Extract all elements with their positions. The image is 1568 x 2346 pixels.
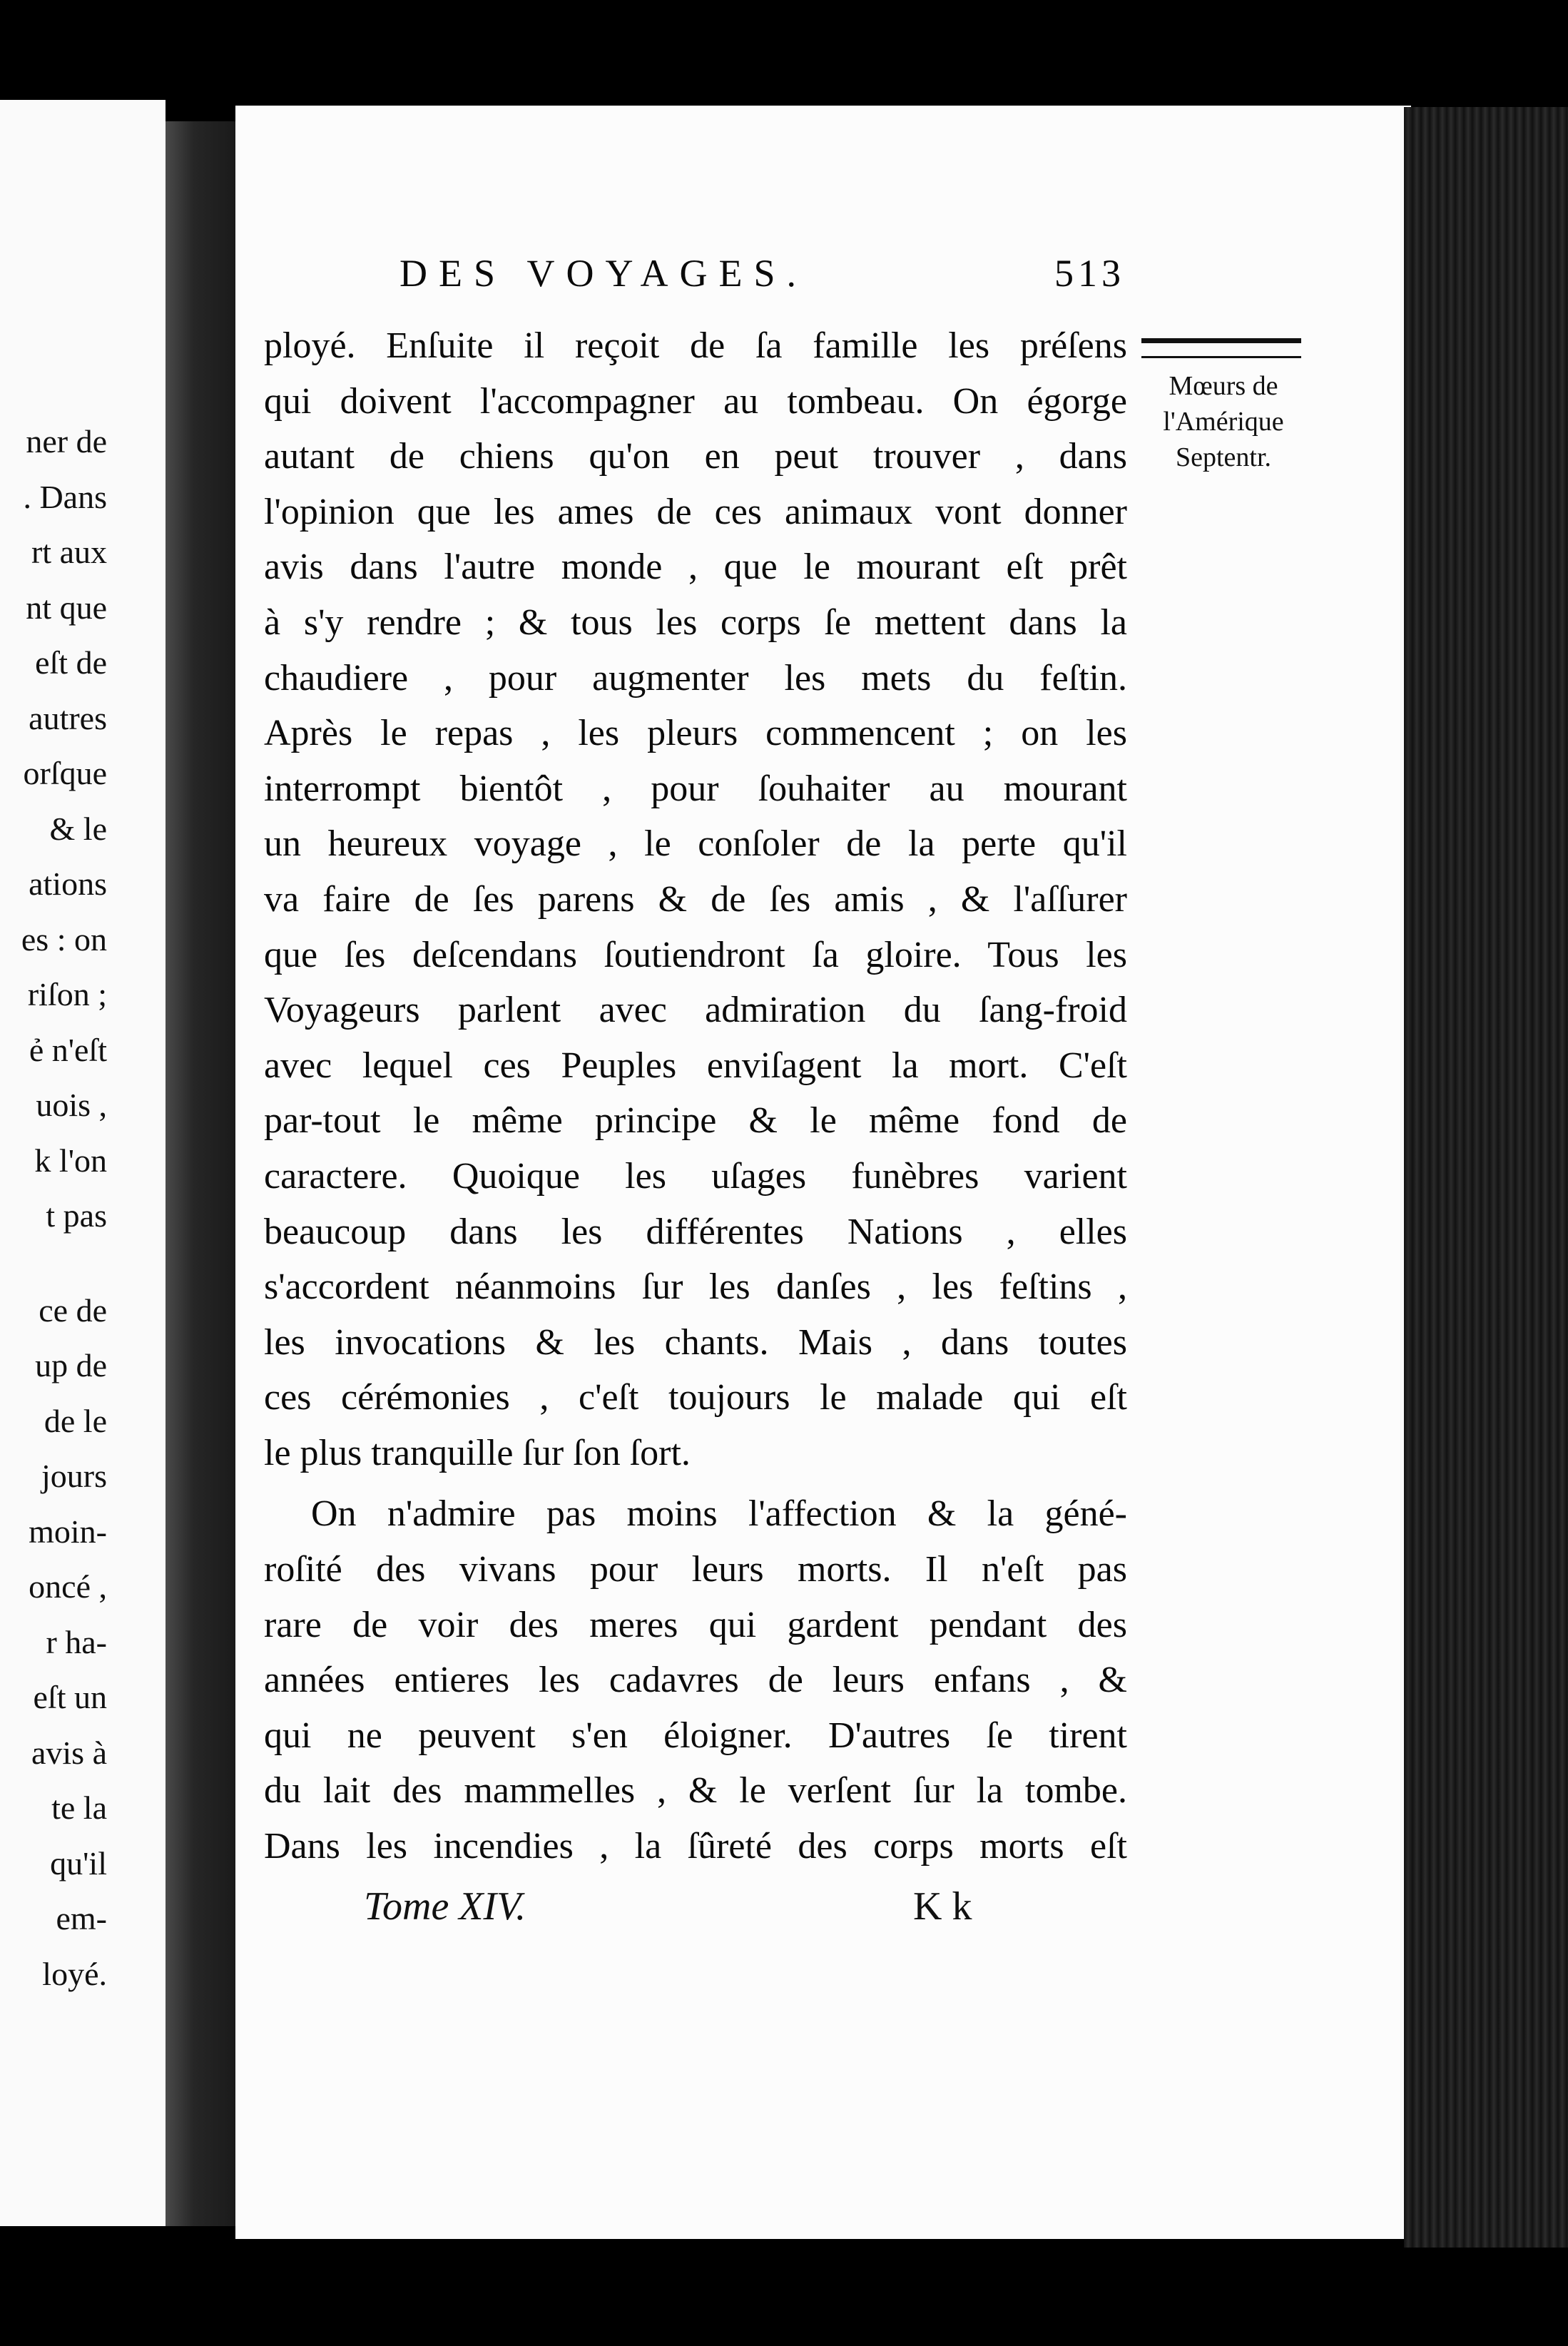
text-line: chaudiere , pour augmenter les mets du feſtin. (264, 657, 1127, 699)
page-edges (1404, 107, 1568, 2248)
text-line: rare de voir des meres qui gardent pendant des (264, 1604, 1127, 1645)
text-line: ces cérémonies , c'eſt toujours le malade qui eſt (264, 1377, 1127, 1418)
text-line: caractere. Quoique les uſages funèbres varient (264, 1155, 1127, 1197)
left-page-line: & le (49, 810, 107, 847)
left-page-line: rt aux (31, 534, 107, 570)
left-page (0, 100, 166, 2226)
left-page-line: loyé. (42, 1955, 107, 1992)
text-line: qui doivent l'accompagner au tombeau. On égorge (264, 380, 1127, 422)
left-page-line: te la (51, 1789, 107, 1826)
text-line: les invocations & les chants. Mais , dans toutes (264, 1321, 1127, 1363)
text-line: avis dans l'autre monde , que le mourant eſt prêt (264, 547, 1127, 588)
paragraph-2 (264, 1486, 1127, 1874)
text-line: qui ne peuvent s'en éloigner. D'autres ſe tirent (264, 1715, 1127, 1756)
running-head: DES VOYAGES. (399, 252, 808, 295)
left-page-line: eſt un (33, 1679, 107, 1715)
text-line: s'accordent néanmoins ſur les danſes , les feſtins , (264, 1266, 1127, 1308)
text-line: va faire de ſes parens & de ſes amis , & l'aſſurer (264, 878, 1127, 920)
book-gutter (166, 121, 237, 2226)
text-line: l'opinion que les ames de ces animaux vont donner (264, 491, 1127, 532)
left-page-line: es : on (21, 920, 107, 958)
left-page-line: de le (44, 1402, 107, 1439)
footer (364, 1884, 972, 1929)
left-page-line: jours (41, 1458, 107, 1494)
left-page-line: qu'il (50, 1844, 107, 1882)
text-line: avec lequel ces Peuples enviſagent la mort. C'eſt (264, 1045, 1127, 1086)
left-page-line: ner de (26, 423, 107, 459)
margin-rule (1141, 338, 1301, 358)
text-line: On n'admire pas moins l'affection & la géné- (311, 1493, 1127, 1535)
text-line: à s'y rendre ; & tous les corps ſe mettent dans la (264, 601, 1127, 643)
left-page-line: em- (56, 1900, 107, 1936)
left-page-line: up de (35, 1347, 107, 1383)
margin-note-line: Septentr. (1175, 442, 1272, 472)
gathering-signature: K k (913, 1884, 972, 1929)
left-page-line: r ha- (46, 1623, 107, 1660)
left-page-line: riſon ; (27, 976, 107, 1012)
margin-note (1134, 368, 1313, 475)
paragraph-1 (264, 318, 1127, 1481)
margin-note-line: Mœurs de (1169, 371, 1278, 401)
left-page-text-fragment (0, 414, 107, 2001)
tome-label: Tome XIV. (364, 1884, 526, 1929)
left-page-line: ẻ n'eſt (29, 1031, 107, 1068)
left-page-line: autres (29, 699, 107, 736)
text-line: autant de chiens qu'on en peut trouver , dans (264, 436, 1127, 477)
left-page-line: ations (29, 865, 107, 902)
body-text (264, 318, 1127, 1874)
left-page-line: oncé , (29, 1568, 107, 1605)
page-number: 513 (1054, 252, 1125, 295)
text-line: Dans les incendies , la ſûreté des corps morts eſt (264, 1826, 1127, 1867)
text-line: que ſes deſcendans ſoutiendront ſa gloire. Tous les (264, 934, 1127, 975)
text-line: années entieres les cadavres de leurs enfans , & (264, 1660, 1127, 1701)
text-line: par-tout le même principe & le même fond de (264, 1100, 1127, 1142)
left-page-line: eſt de (35, 644, 107, 681)
text-line: Voyageurs parlent avec admiration du ſang-froid (264, 990, 1127, 1031)
text-line: roſité des vivans pour leurs morts. Il n'eſt pas (264, 1549, 1127, 1590)
text-line: le plus tranquille ſur ſon ſort. (264, 1432, 691, 1473)
left-page-line: . Dans (23, 478, 107, 515)
left-page-line: orſque (23, 755, 107, 791)
left-page-line: k l'on (34, 1142, 107, 1179)
left-page-line (0, 1244, 107, 1283)
left-page-line: t pas (46, 1197, 107, 1234)
text-line: du lait des mammelles , & le verſent ſur la tombe. (264, 1770, 1127, 1812)
left-page-line: nt que (26, 589, 107, 626)
text-line: interrompt bientôt , pour ſouhaiter au mourant (264, 768, 1127, 809)
left-page-line: avis à (31, 1734, 107, 1771)
left-page-line: ce de (39, 1291, 107, 1329)
left-page-line: moin- (29, 1513, 107, 1550)
text-line: beaucoup dans les différentes Nations , elles (264, 1211, 1127, 1252)
text-line: un heureux voyage , le conſoler de la perte qu'il (264, 823, 1127, 865)
left-page-line: uois , (36, 1087, 107, 1123)
margin-note-line: l'Amérique (1163, 407, 1284, 437)
text-line: ployé. Enſuite il reçoit de ſa famille les préſens (264, 325, 1127, 366)
text-line: Après le repas , les pleurs commencent ; on les (264, 713, 1127, 754)
